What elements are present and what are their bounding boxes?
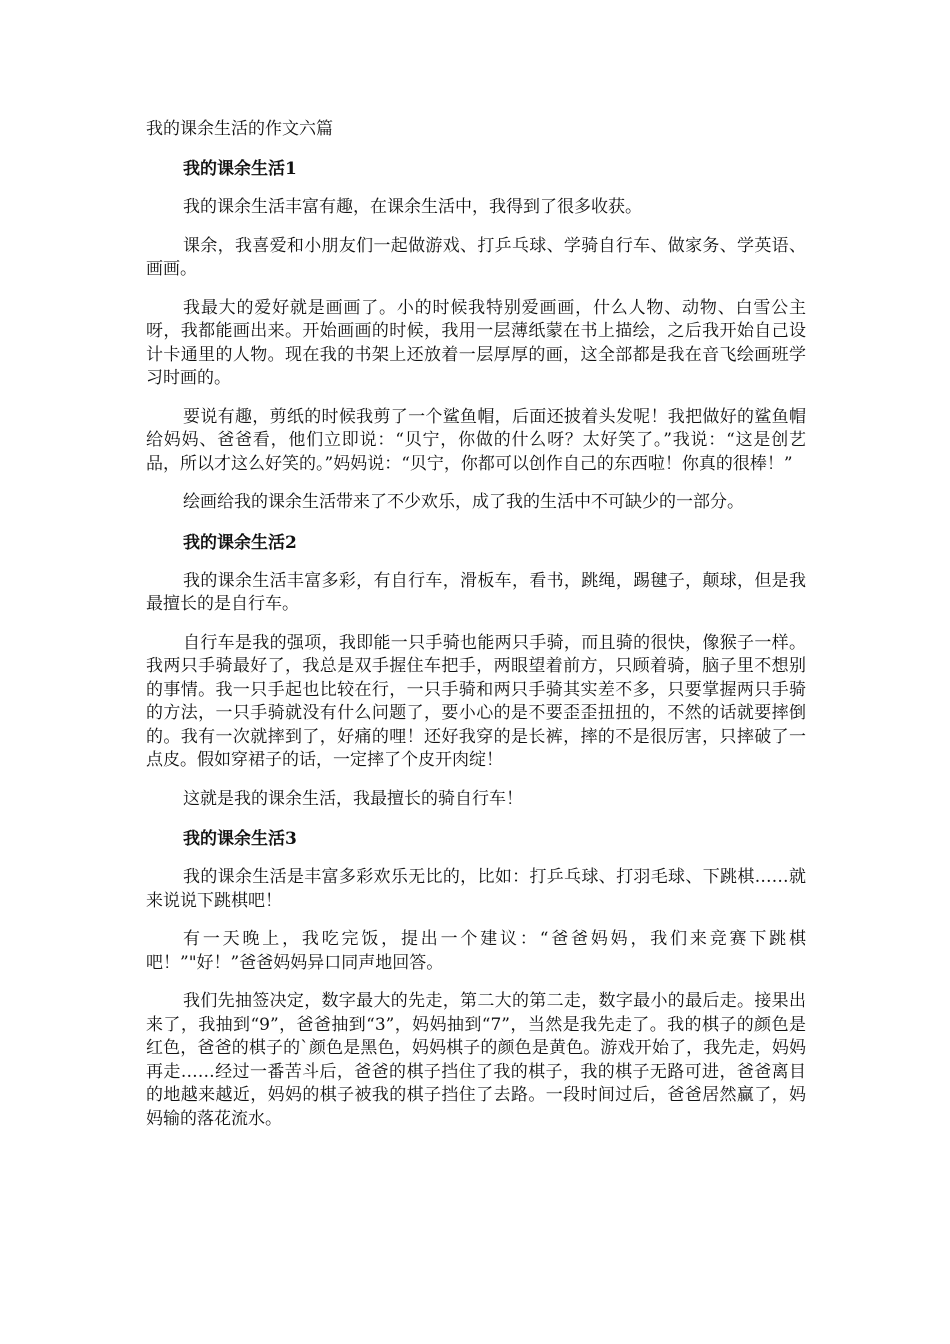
document-title: 我的课余生活的作文六篇 [146,119,333,139]
section-heading: 我的课余生活1 [183,159,297,179]
document-page [146,116,806,1146]
paragraph: 绘画给我的课余生活带来了不少欢乐，成了我的生活中不可缺少的一部分。 [183,492,744,512]
section-heading: 我的课余生活3 [183,829,297,849]
paragraph: 我的课余生活丰富有趣，在课余生活中，我得到了很多收获。 [183,197,642,217]
paragraph: 我们先抽签决定，数字最大的先走，第二大的第二走，数字最小的最后走。接果出来了，我抽到“9”，爸爸抽到“3”，妈妈抽到“7”，当然是我先走了。我的棋子的颜色是红色，爸爸的棋子的`颜色是黑色，妈妈棋子的颜色是黄色。游戏开始了，我先走，妈妈再走……经过一番苦斗后，爸爸的棋子挡住了我的棋子，我的棋子无路可进，爸爸离目的地越来越近，妈妈的棋子被我的棋子挡住了去路。一段时间过后，爸爸居然赢了，妈妈输的落花流水。 [146,991,806,1129]
paragraph: 这就是我的课余生活，我最擅长的骑自行车！ [183,788,523,809]
paragraph: 我的课余生活是丰富多彩欢乐无比的，比如：打乒乓球、打羽毛球、下跳棋……就来说说下跳棋吧！ [146,867,806,911]
essay-section-1 [146,156,806,515]
essay-section-2 [146,530,806,812]
paragraph: 有一天晚上，我吃完饭，提出一个建议：“爸爸妈妈，我们来竞赛下跳棋吧！”"好！”爸爸妈妈异口同声地回答。 [146,929,806,973]
paragraph: 我的课余生活丰富多彩，有自行车，滑板车，看书，跳绳，踢毽子，颠球，但是我最擅长的是自行车。 [146,570,806,614]
paragraph: 要说有趣，剪纸的时候我剪了一个鲨鱼帽，后面还披着头发呢！我把做好的鲨鱼帽给妈妈、爸爸看，他们立即说：“贝宁，你做的什么呀？太好笑了。”我说：“这是创艺品，所以才这么好笑的。”妈妈说：“贝宁，你都可以创作自己的东西啦！你真的很棒！” [146,406,806,474]
paragraph: 自行车是我的强项，我即能一只手骑也能两只手骑，而且骑的很快，像猴子一样。我两只手骑最好了，我总是双手握住车把手，两眼望着前方，只顾着骑，脑子里不想别的事情。我一只手起也比较在行，一只手骑和两只手骑其实差不多，只要掌握两只手骑的方法，一只手骑就没有什么问题了，要小心的是不要歪歪扭扭的，不然的话就要摔倒的。我有一次就摔到了，好痛的哩！还好我穿的是长裤，摔的不是很厉害，只摔破了一点皮。假如穿裙子的话，一定摔了个皮开肉绽！ [146,632,806,770]
paragraph: 课余，我喜爱和小朋友们一起做游戏、打乒乓球、学骑自行车、做家务、学英语、画画。 [146,235,806,279]
essay-section-3 [146,826,806,1131]
section-heading: 我的课余生活2 [183,532,297,553]
paragraph: 我最大的爱好就是画画了。小的时候我特别爱画画，什么人物、动物、白雪公主呀，我都能画出来。开始画画的时候，我用一层薄纸蒙在书上描绘，之后我开始自己设计卡通里的人物。现在我的书架上还放着一层厚厚的画，这全部都是我在音飞绘画班学习时画的。 [146,297,806,388]
